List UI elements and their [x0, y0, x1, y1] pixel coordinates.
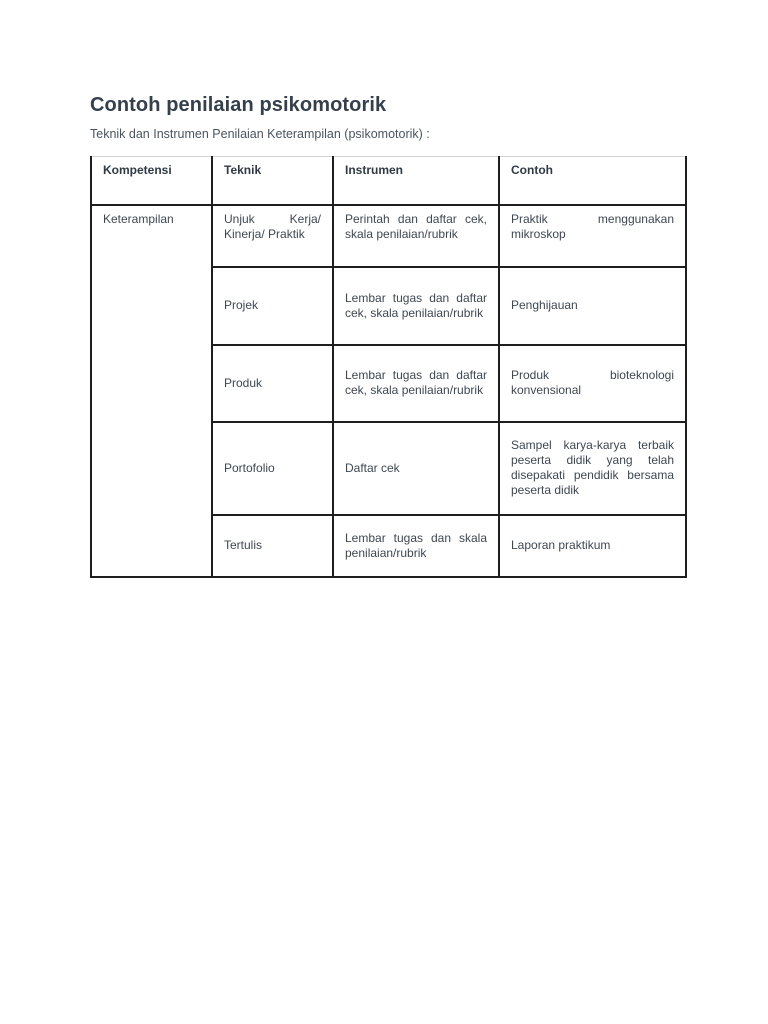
contoh-cell: Praktik menggunakan mikroskop [499, 205, 686, 267]
header-instrumen: Instrumen [333, 157, 499, 205]
contoh-cell: Produk bioteknologi konvensional [499, 345, 686, 422]
contoh-cell: Laporan praktikum [499, 515, 686, 577]
assessment-table [90, 156, 687, 578]
contoh-cell: Penghijauan [499, 267, 686, 345]
contoh-cell: Sampel karya-karya terbaik peserta didik yang telah disepakati pendidik bersama peserta didik [499, 422, 686, 515]
instrumen-cell: Daftar cek [333, 422, 499, 515]
table-header-row [91, 157, 686, 205]
teknik-cell: Unjuk Kerja/ Kinerja/ Praktik [212, 205, 333, 267]
header-teknik: Teknik [212, 157, 333, 205]
instrumen-cell: Perintah dan daftar cek, skala penilaian/rubrik [333, 205, 499, 267]
teknik-cell: Projek [212, 267, 333, 345]
header-contoh: Contoh [499, 157, 686, 205]
teknik-cell: Produk [212, 345, 333, 422]
table-row [91, 205, 686, 267]
instrumen-cell: Lembar tugas dan daftar cek, skala penilaian/rubrik [333, 345, 499, 422]
page-title: Contoh penilaian psikomotorik [90, 94, 387, 116]
teknik-cell: Portofolio [212, 422, 333, 515]
teknik-cell: Tertulis [212, 515, 333, 577]
instrumen-cell: Lembar tugas dan daftar cek, skala penilaian/rubrik [333, 267, 499, 345]
header-kompetensi: Kompetensi [91, 157, 212, 205]
kompetensi-cell: Keterampilan [91, 205, 212, 577]
document-page [90, 92, 686, 560]
page-subtitle: Teknik dan Instrumen Penilaian Keterampilan (psikomotorik) : [90, 127, 430, 141]
instrumen-cell: Lembar tugas dan skala penilaian/rubrik [333, 515, 499, 577]
